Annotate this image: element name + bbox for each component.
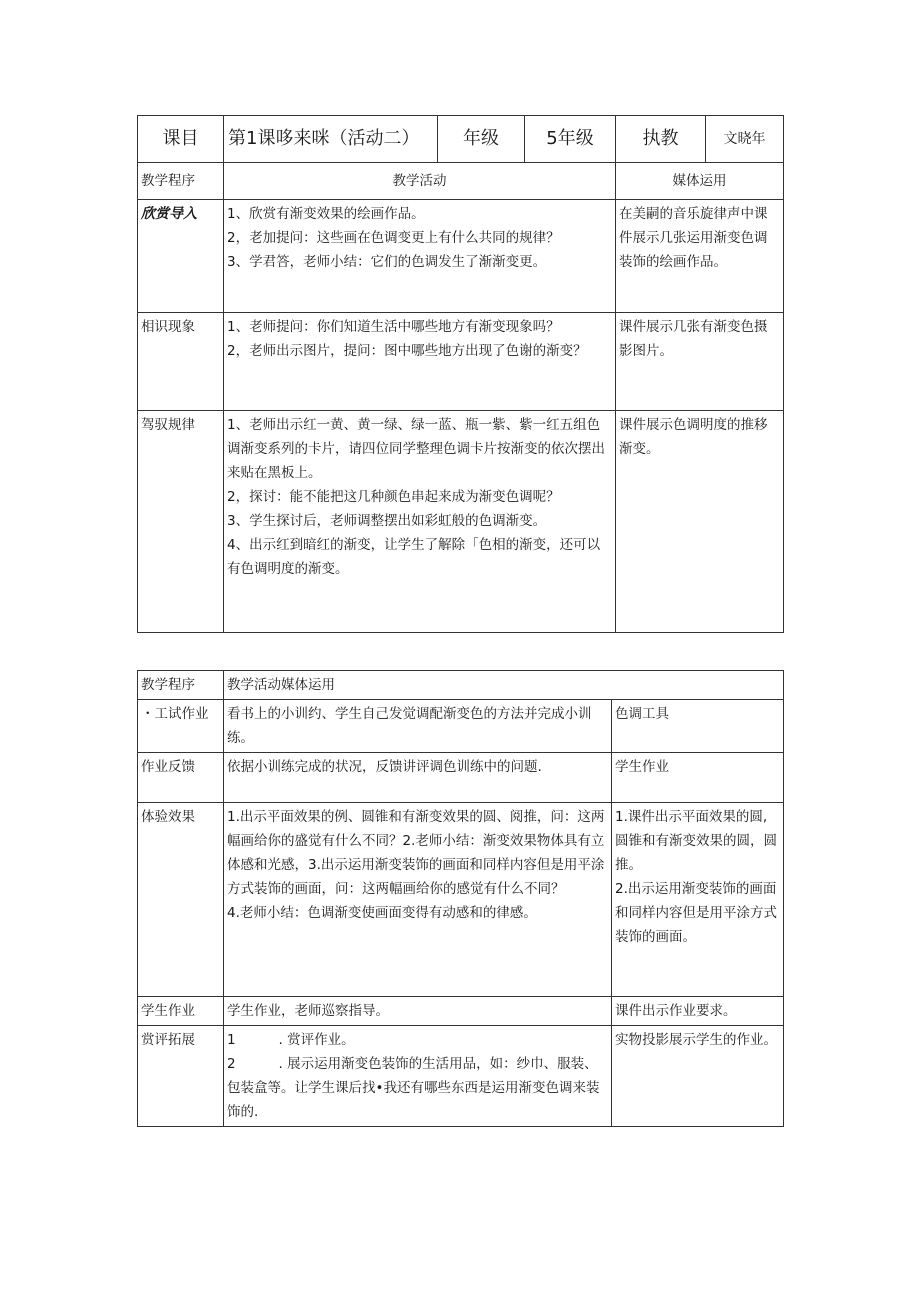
table-row [138,313,784,411]
activity-cell: 学生作业，老师巡察指导。 [224,997,612,1026]
activity-line: 2，老师出示图片，提问：图中哪些地方出现了色谢的渐变？ [227,343,587,359]
activity-line: 3、学君答，老师小结：它们的色调发生了渐渐变更。 [227,254,547,270]
media-cell [612,803,784,997]
course-title: 第1课哆来咪（活动二） [224,116,438,163]
activity-line: 1、老师提问：你们知道生活中哪些地方有渐变现象吗？ [227,319,560,335]
lesson-plan-table-2 [137,670,784,1127]
media-cell: 学生作业 [612,753,784,803]
course-label: 课目 [138,116,224,163]
activity-cell [224,313,616,411]
column-header-activity: 教学活动 [224,163,616,200]
activity-cell: 看书上的小训约、学生自己发觉调配渐变色的方法并完成小训练。 [224,700,612,753]
column-header-row [138,163,784,200]
stage-label: 作业反馈 [138,753,224,803]
table-row [138,200,784,313]
grade-value: 5年级 [525,116,616,163]
activity-line: 2，探讨：能不能把这几种颜色串起来成为渐变色调呢？ [227,489,560,505]
media-cell: 实物投影展示学生的作业。 [612,1026,784,1127]
activity-cell: 依据小训练完成的状况，反馈讲评调色训练中的问题. [224,753,612,803]
activity-line: 1、老师出示红一黄、黄一绿、绿一蓝、瓶一紫、紫一红五组色调渐变系列的卡片，请四位同学整理色调卡片按渐变的依次摆出来贴在黑板上。 [227,417,605,481]
table-row [138,753,784,803]
media-line: 2.出示运用渐变装饰的画面和同样内容但是用平涂方式装饰的画面。 [615,881,777,945]
stage-label: 相识现象 [138,313,224,411]
activity-line: 4.老师小结：色调渐变使画面变得有动感和的律感。 [227,905,537,921]
activity-line: 2 . 展示运用渐变色装饰的生活用品，如：纱巾、服装、包装盒等。让学生课后找•我还有哪些东西是运用渐变色调来装饰的. [227,1056,600,1120]
activity-line: 1、欣赏有渐变效果的绘画作品。 [227,206,425,222]
media-line: 1.课件出示平面效果的圆,圆锥和有渐变效果的圆，圆推。 [615,809,777,873]
activity-cell [224,1026,612,1127]
column-header-stage: 教学程序 [138,163,224,200]
activity-cell [224,803,612,997]
grade-label: 年级 [438,116,525,163]
media-cell: 色调工具 [612,700,784,753]
column-header-media: 媒体运用 [616,163,784,200]
column-header-row [138,671,784,700]
column-header-activity-media: 教学活动媒体运用 [224,671,784,700]
teacher-label: 执教 [616,116,706,163]
teacher-name: 文晓年 [706,116,784,163]
media-cell: 在美嗣的音乐旋律声中课件展示几张运用渐变色调装饰的绘画作品。 [616,200,784,313]
stage-label: 学生作业 [138,997,224,1026]
stage-label: 赏评拓展 [138,1026,224,1127]
activity-line: 2，老加提问：这些画在色调变更上有什么共同的规律？ [227,230,560,246]
activity-cell [224,200,616,313]
table-row [138,1026,784,1127]
activity-line: 1.出示平面效果的例、圆锥和有渐变效果的圆、阅推，问：这两幅画给你的盛觉有什么不同？2.老师小结：渐变效果物体具有立体感和光感，3.出示运用渐变装饰的画面和同样内容但是用平涂方式装饰的画面，问：这两幅画给你的感觉有什么不同？ [227,809,605,897]
activity-line: 4、出示红到暗红的渐变，让学生了解除「色相的渐变，还可以有色调明度的渐变。 [227,537,601,577]
activity-line: 3、学生探讨后，老师调整摆出如彩虹般的色调渐变。 [227,513,547,529]
stage-label: ・工试作业 [138,700,224,753]
column-header-stage: 教学程序 [138,671,224,700]
table-row [138,803,784,997]
stage-label: 欣赏导入 [138,200,224,313]
stage-label: 驾驭规律 [138,411,224,633]
lesson-plan-table-1 [137,115,784,633]
activity-cell [224,411,616,633]
media-cell: 课件展示几张有渐变色摄影图片。 [616,313,784,411]
stage-label: 体验效果 [138,803,224,997]
table-row [138,997,784,1026]
media-cell: 课件展示色调明度的推移渐变。 [616,411,784,633]
table-row [138,411,784,633]
header-row [138,116,784,163]
media-cell: 课件出示作业要求。 [612,997,784,1026]
table-row [138,700,784,753]
activity-line: 1 . 赏评作业。 [227,1032,355,1048]
